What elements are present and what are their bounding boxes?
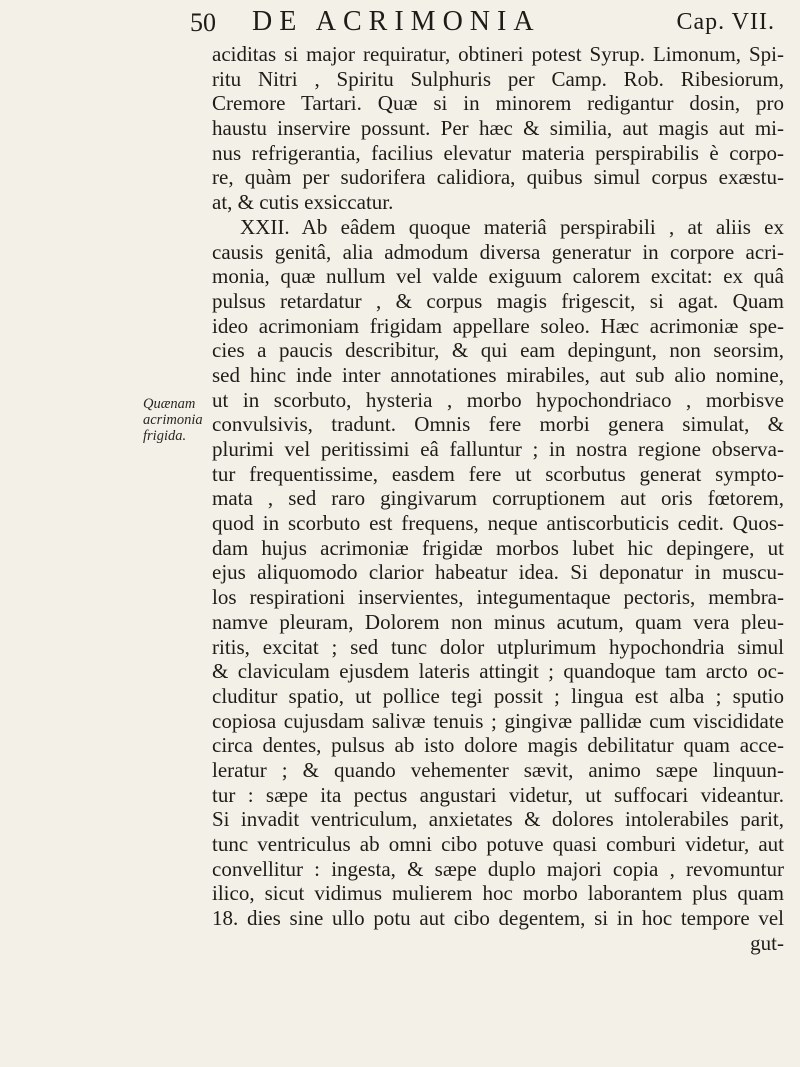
text-line: Cremore Tartari. Quæ si in minorem redigantur dosin, pro xyxy=(212,91,784,116)
text-line: re, quàm per sudorifera calidiora, quibus simul corpus exæstu- xyxy=(212,165,784,190)
running-title: DE ACRIMONIA xyxy=(252,6,541,37)
text-line: convulsivis, tradunt. Omnis fere morbi genera simulat, & xyxy=(212,412,784,437)
text-line: tur : sæpe ita pectus angustari videtur, ut suffocari videantur. xyxy=(212,782,784,807)
text-line: ut in scorbuto, hysteria , morbo hypochondriaco , morbisve xyxy=(212,387,784,412)
text-line: ilico, sicut vidimus mulierem hoc morbo laborantem plus quam xyxy=(212,881,784,906)
margin-note xyxy=(143,396,203,444)
text-line: XXII. Ab eâdem quoque materiâ perspirabili , at aliis ex xyxy=(240,214,784,239)
margin-note-line: frigida. xyxy=(143,428,187,444)
text-line: nus refrigerantia, facilius elevatur materia perspirabilis è corpo- xyxy=(212,140,784,165)
catchword: gut- xyxy=(750,930,784,955)
text-line: ideo acrimoniam frigidam appellare soleo. Hæc acrimoniæ spe- xyxy=(212,313,784,338)
page-number: 50 xyxy=(190,8,216,37)
text-line: ritu Nitri , Spiritu Sulphuris per Camp. Rob. Ribesiorum, xyxy=(212,66,784,91)
margin-note-line: acrimonia xyxy=(143,412,203,428)
text-line: monia, quæ nullum vel valde exiguum calorem excitat: ex quâ xyxy=(212,264,784,289)
text-line: dam hujus acrimoniæ frigidæ morbos lubet hic depingere, ut xyxy=(212,535,784,560)
chapter-label: Cap. VII. xyxy=(676,9,775,35)
text-line: 18. dies sine ullo potu aut cibo degentem, si in hoc tempore vel xyxy=(212,906,784,931)
text-line: sed hinc inde inter annotationes mirabiles, aut sub alio nomine, xyxy=(212,362,784,387)
text-line: los respirationi inservientes, integumentaque pectoris, membra- xyxy=(212,585,784,610)
text-line: cluditur spatio, ut pollice tegi possit ; lingua est alba ; sputio xyxy=(212,683,784,708)
text-line: ritis, excitat ; sed tunc dolor utplurimum hypochondria simul xyxy=(212,634,784,659)
text-line: circa dentes, pulsus ab isto dolore magis debilitatur quam acce- xyxy=(212,733,784,758)
body-text xyxy=(212,42,784,955)
text-line: aciditas si major requiratur, obtineri potest Syrup. Limonum, Spi- xyxy=(212,42,784,66)
text-line: at, & cutis exsiccatur. xyxy=(212,190,394,215)
text-line: ejus aliquomodo clarior habeatur idea. Si deponatur in muscu- xyxy=(212,560,784,585)
text-line: plurimi vel peritissimi eâ falluntur ; in nostra regione observa- xyxy=(212,437,784,461)
text-line: quod in scorbuto est frequens, neque antiscorbuticis cedit. Quos- xyxy=(212,511,784,536)
text-line: Si invadit ventriculum, anxietates & dolores intolerabiles parit, xyxy=(212,807,784,832)
running-head xyxy=(190,6,775,36)
text-line: pulsus retardatur , & corpus magis frigescit, si agat. Quam xyxy=(212,288,784,313)
text-line: cies a paucis describitur, & qui eam depingunt, non seorsim, xyxy=(212,338,784,363)
text-line: convellitur : ingesta, & sæpe duplo majori copia , revomuntur xyxy=(212,856,784,881)
text-line: haustu inservire possunt. Per hæc & similia, aut magis aut mi- xyxy=(212,116,784,141)
text-line: causis genitâ, alia admodum diversa generatur in corpore acri- xyxy=(212,239,784,264)
text-line: copiosa cujusdam salivæ tenuis ; gingivæ pallidæ cum viscididate xyxy=(212,708,784,733)
text-line: leratur ; & quando vehementer sævit, animo sæpe linquun- xyxy=(212,757,784,782)
text-line: & claviculam ejusdem lateris attingit ; quandoque tam arcto oc- xyxy=(212,659,784,684)
text-line: namve pleuram, Dolorem non minus acutum, quam vera pleu- xyxy=(212,609,784,634)
text-line: tur frequentissime, easdem fere ut scorbutus generat sympto- xyxy=(212,461,784,486)
text-line: tunc ventriculus ab omni cibo potuve quasi comburi videtur, aut xyxy=(212,832,784,856)
text-line: mata , sed raro gingivarum corruptionem aut oris fœtorem, xyxy=(212,486,784,511)
margin-note-line: Quænam xyxy=(143,396,196,412)
